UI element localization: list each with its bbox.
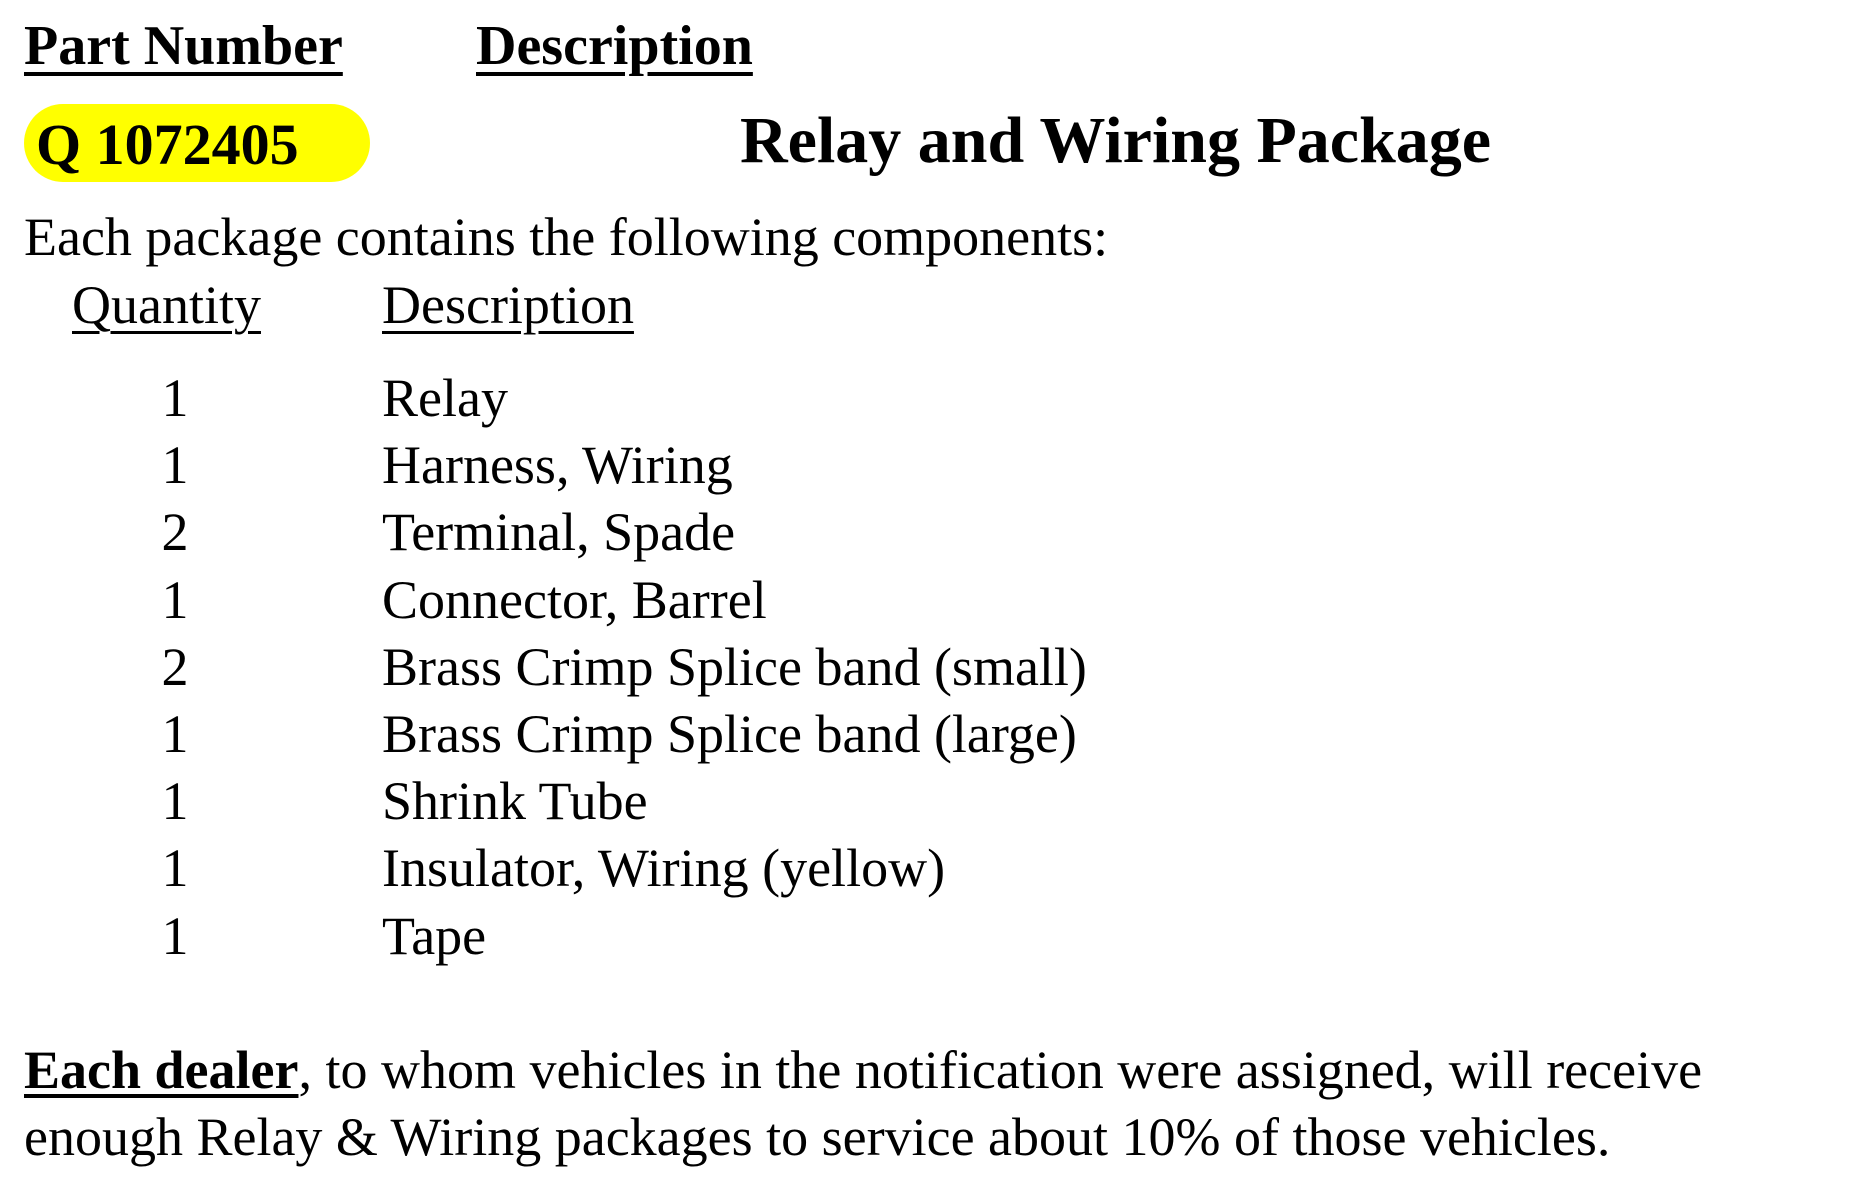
description-column-header: Description (382, 275, 634, 335)
component-quantity: 1 (161, 703, 189, 764)
component-quantity: 2 (161, 502, 189, 563)
dealer-note (24, 1037, 1854, 1171)
component-description: Harness, Wiring (382, 435, 733, 496)
part-number-header: Part Number (24, 15, 343, 77)
component-description: Tape (382, 905, 487, 966)
component-row (0, 432, 1855, 499)
component-row (0, 365, 1855, 432)
component-row (0, 567, 1855, 634)
component-quantity: 2 (161, 636, 189, 697)
component-row (0, 634, 1855, 701)
components-list (0, 365, 1855, 970)
component-description: Shrink Tube (382, 771, 648, 832)
part-number: Q 1072405 (36, 112, 299, 177)
quantity-column-header: Quantity (72, 275, 261, 335)
component-quantity: 1 (161, 771, 189, 832)
component-quantity: 1 (161, 569, 189, 630)
component-description: Terminal, Spade (382, 502, 736, 563)
component-description: Brass Crimp Splice band (large) (382, 703, 1077, 764)
component-description: Relay (382, 368, 508, 428)
component-description: Insulator, Wiring (yellow) (382, 838, 946, 899)
component-quantity: 1 (161, 368, 189, 428)
component-description: Brass Crimp Splice band (small) (382, 636, 1087, 697)
component-row (0, 903, 1855, 970)
component-quantity: 1 (161, 838, 189, 899)
description-header: Description (476, 15, 753, 77)
component-quantity: 1 (161, 435, 189, 496)
dealer-note-line-2: enough Relay & Wiring packages to service about 10% of those vehicles. (24, 1107, 1611, 1167)
part-title: Relay and Wiring Package (740, 104, 1492, 177)
component-quantity: 1 (161, 905, 189, 966)
component-row (0, 768, 1855, 835)
component-row (0, 701, 1855, 768)
component-row (0, 499, 1855, 566)
component-row (0, 835, 1855, 902)
dealer-note-line-1-rest: , to whom vehicles in the notification were assigned, will receive (298, 1040, 1703, 1100)
dealer-note-line-1 (24, 1037, 1854, 1104)
component-description: Connector, Barrel (382, 569, 767, 630)
dealer-note-lead: Each dealer (24, 1040, 299, 1100)
intro-text: Each package contains the following components: (24, 207, 1109, 267)
